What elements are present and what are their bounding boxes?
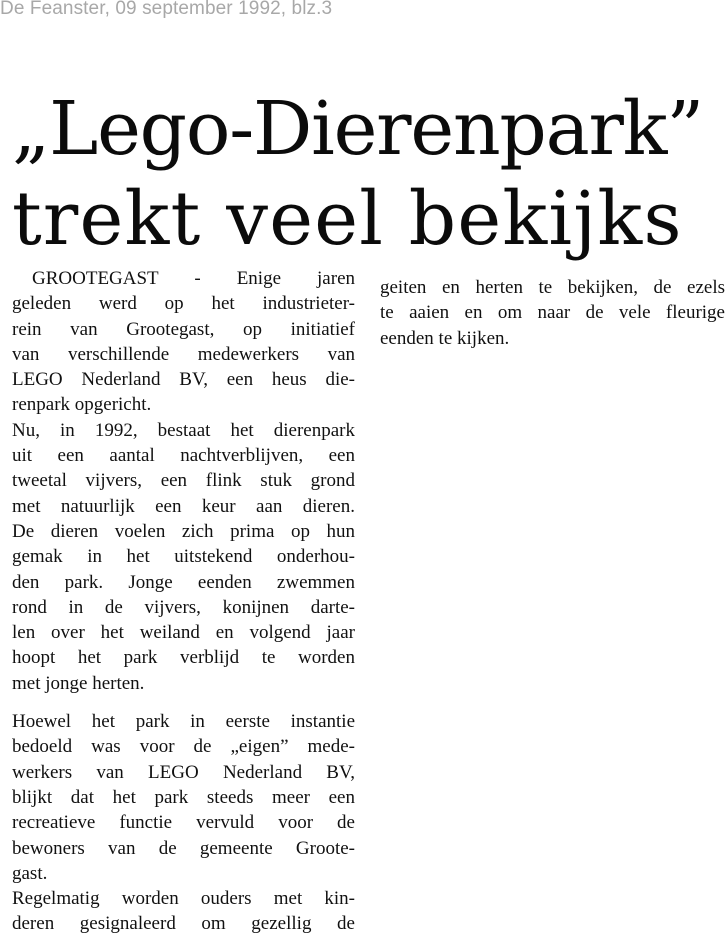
paragraph-2	[12, 418, 355, 696]
text-line: deren gesignaleerd om gezellig de	[12, 913, 355, 935]
text-line: Nu, in 1992, bestaat het dierenpark	[12, 419, 355, 441]
headline-line-2: trekt veel bekijks	[12, 176, 683, 262]
text-line: te aaien en om naar de vele fleurige	[380, 302, 725, 324]
text-line: bedoeld was voor de „eigen” mede-	[12, 736, 355, 758]
text-line: len over het weiland en volgend jaar	[12, 622, 355, 644]
paragraph-3	[12, 709, 355, 886]
text-line: met jonge herten.	[12, 672, 145, 694]
text-line: geleden werd op het industrieter-	[12, 293, 355, 315]
text-line: recreatieve functie vervuld voor de	[12, 812, 355, 834]
text-line: uit een aantal nachtverblijven, een	[12, 445, 355, 467]
article-column-1	[12, 266, 355, 937]
text-line: eenden te kijken.	[380, 327, 510, 349]
text-line: den park. Jonge eenden zwemmen	[12, 571, 355, 593]
headline	[12, 84, 703, 264]
paragraph-4	[12, 886, 355, 937]
text-line: werkers van LEGO Nederland BV,	[12, 761, 355, 783]
text-line: geiten en herten te bekijken, de ezels	[380, 277, 725, 298]
text-line: hoopt het park verblijd te worden	[12, 647, 355, 669]
text-line: De dieren voelen zich prima op hun	[12, 520, 355, 542]
headline-line-1: „Lego-Dierenpark”	[12, 86, 703, 172]
text-line: GROOTEGAST - Enige jaren	[32, 268, 355, 289]
text-line: gast.	[12, 862, 48, 884]
paragraph-1	[12, 266, 355, 418]
text-line: tweetal vijvers, een flink stuk grond	[12, 470, 355, 492]
text-line: rein van Grootegast, op initiatief	[12, 318, 355, 340]
text-line: LEGO Nederland BV, een heus die-	[12, 369, 355, 391]
text-line: rond in de vijvers, konijnen dartе-	[12, 596, 355, 618]
paragraph-5	[380, 275, 725, 351]
text-line: van verschillende medewerkers van	[12, 343, 355, 365]
text-line: gemak in het uitstekend onderhou-	[12, 546, 355, 568]
source-citation: De Feanster, 09 september 1992, blz.3	[0, 0, 333, 19]
article-column-2	[380, 275, 725, 351]
text-line: Hoewel het park in eerste instantie	[12, 711, 355, 733]
paragraph-gap	[12, 696, 355, 709]
text-line: bewoners van de gemeente Groote-	[12, 837, 355, 859]
text-line: met natuurlijk een keur aan dieren.	[12, 495, 355, 517]
text-line: Regelmatig worden ouders met kin-	[12, 888, 355, 910]
text-line: blijkt dat het park steeds meer een	[12, 786, 355, 808]
text-line: renpark opgericht.	[12, 394, 152, 416]
